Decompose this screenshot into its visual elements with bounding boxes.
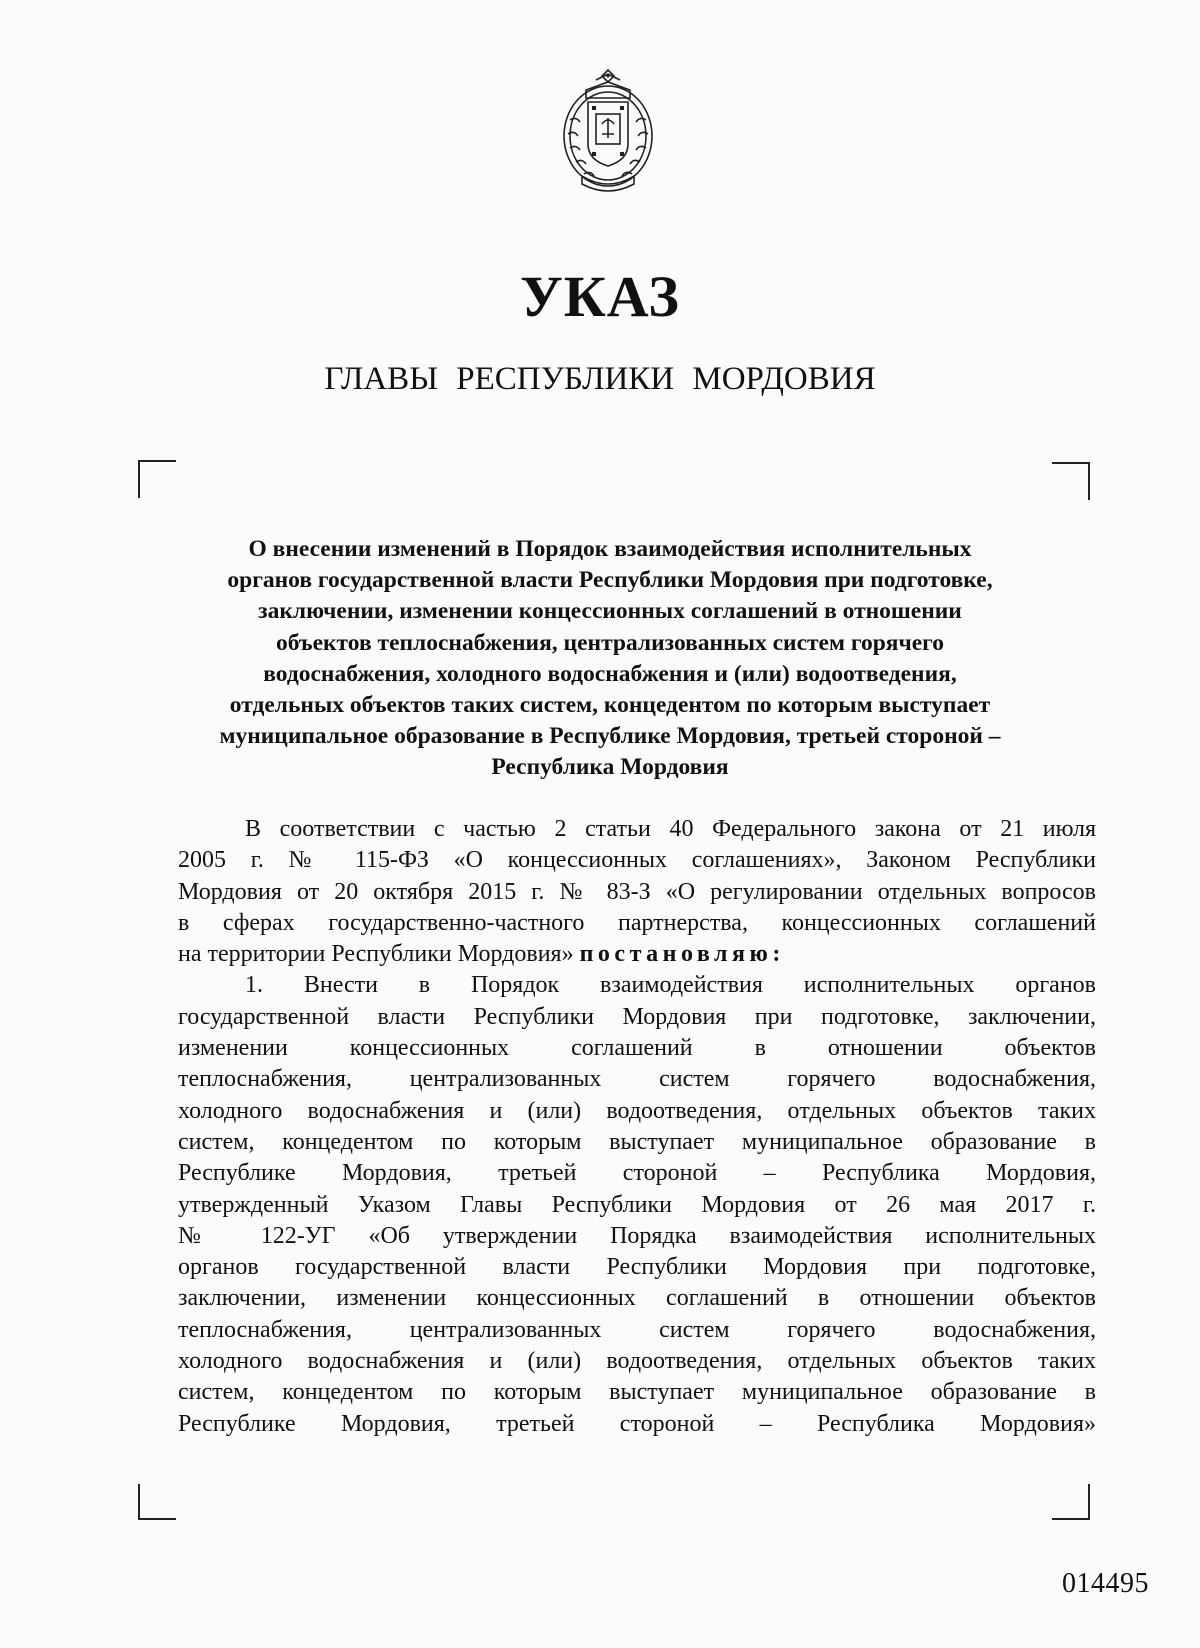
document-type-heading: УКАЗ	[520, 264, 680, 329]
item1-line: изменении концессионных соглашений в отношении объектов	[178, 1035, 1096, 1062]
title-line: водоснабжения, холодного водоснабжения и (или) водоотведения,	[263, 660, 957, 687]
item1-line: № 122-УГ «Об утверждении Порядка взаимодействия исполнительных	[178, 1222, 1096, 1249]
title-line: Республика Мордовия	[491, 754, 729, 781]
preamble-line	[178, 939, 1096, 970]
corner-bracket-bottom-right	[1052, 1484, 1090, 1520]
item1-line: Республике Мордовия, третьей стороной – Республика Мордовия»	[178, 1410, 1096, 1437]
preamble-line: В соответствии с частью 2 статьи 40 Федерального закона от 21 июля	[245, 816, 1096, 842]
item1-line: заключении, изменении концессионных соглашений в отношении объектов	[178, 1285, 1096, 1312]
item1-line: Республике Мордовия, третьей стороной – Республика Мордовия,	[178, 1160, 1096, 1187]
item1-line: теплоснабжения, централизованных систем горячего водоснабжения,	[178, 1316, 1096, 1343]
coat-of-arms-emblem	[556, 68, 660, 200]
item1-line: органов государственной власти Республики Мордовия при подготовке,	[178, 1254, 1096, 1281]
title-line: органов государственной власти Республики Мордовия при подготовке,	[227, 567, 993, 594]
item1-line: 1. Внести в Порядок взаимодействия исполнительных органов	[245, 972, 1096, 999]
document-title	[170, 534, 1050, 784]
title-line: объектов теплоснабжения, централизованных систем горячего	[275, 629, 945, 656]
item1-line: государственной власти Республики Мордовия при подготовке, заключении,	[178, 1003, 1096, 1030]
corner-bracket-top-left	[138, 460, 176, 498]
document-issuer-heading: ГЛАВЫ РЕСПУБЛИКИ МОРДОВИЯ	[324, 361, 876, 397]
item1-line: холодного водоснабжения и (или) водоотведения, отдельных объектов таких	[178, 1348, 1096, 1375]
decree-word: постановляю:	[579, 941, 785, 968]
document-body	[178, 814, 1096, 1440]
corner-bracket-top-right	[1052, 462, 1090, 500]
preamble-line: 2005 г. № 115-ФЗ «О концессионных соглашениях», Законом Республики	[178, 847, 1096, 874]
item1-line: утвержденный Указом Главы Республики Мордовия от 26 мая 2017 г.	[178, 1191, 1096, 1218]
document-serial-number: 014495	[1062, 1568, 1149, 1599]
corner-bracket-bottom-left	[138, 1484, 176, 1520]
item1-line: систем, концедентом по которым выступает муниципальное образование в	[178, 1379, 1096, 1406]
item1-line: систем, концедентом по которым выступает муниципальное образование в	[178, 1128, 1096, 1155]
item1-line: теплоснабжения, централизованных систем горячего водоснабжения,	[178, 1066, 1096, 1093]
title-line: О внесении изменений в Порядок взаимодействия исполнительных	[248, 536, 972, 562]
title-line: муниципальное образование в Республике Мордовия, третьей стороной –	[219, 723, 1001, 750]
preamble-last-text: на территории Республики Мордовия»	[178, 941, 574, 968]
title-line: отдельных объектов таких систем, концедентом по которым выступает	[229, 692, 991, 719]
preamble-line: в сферах государственно-частного партнерства, концессионных соглашений	[178, 909, 1096, 936]
item1-line: холодного водоснабжения и (или) водоотведения, отдельных объектов таких	[178, 1097, 1096, 1124]
preamble-line: Мордовия от 20 октября 2015 г. № 83-З «О регулировании отдельных вопросов	[178, 878, 1096, 905]
title-line: заключении, изменении концессионных соглашений в отношении	[258, 598, 962, 625]
